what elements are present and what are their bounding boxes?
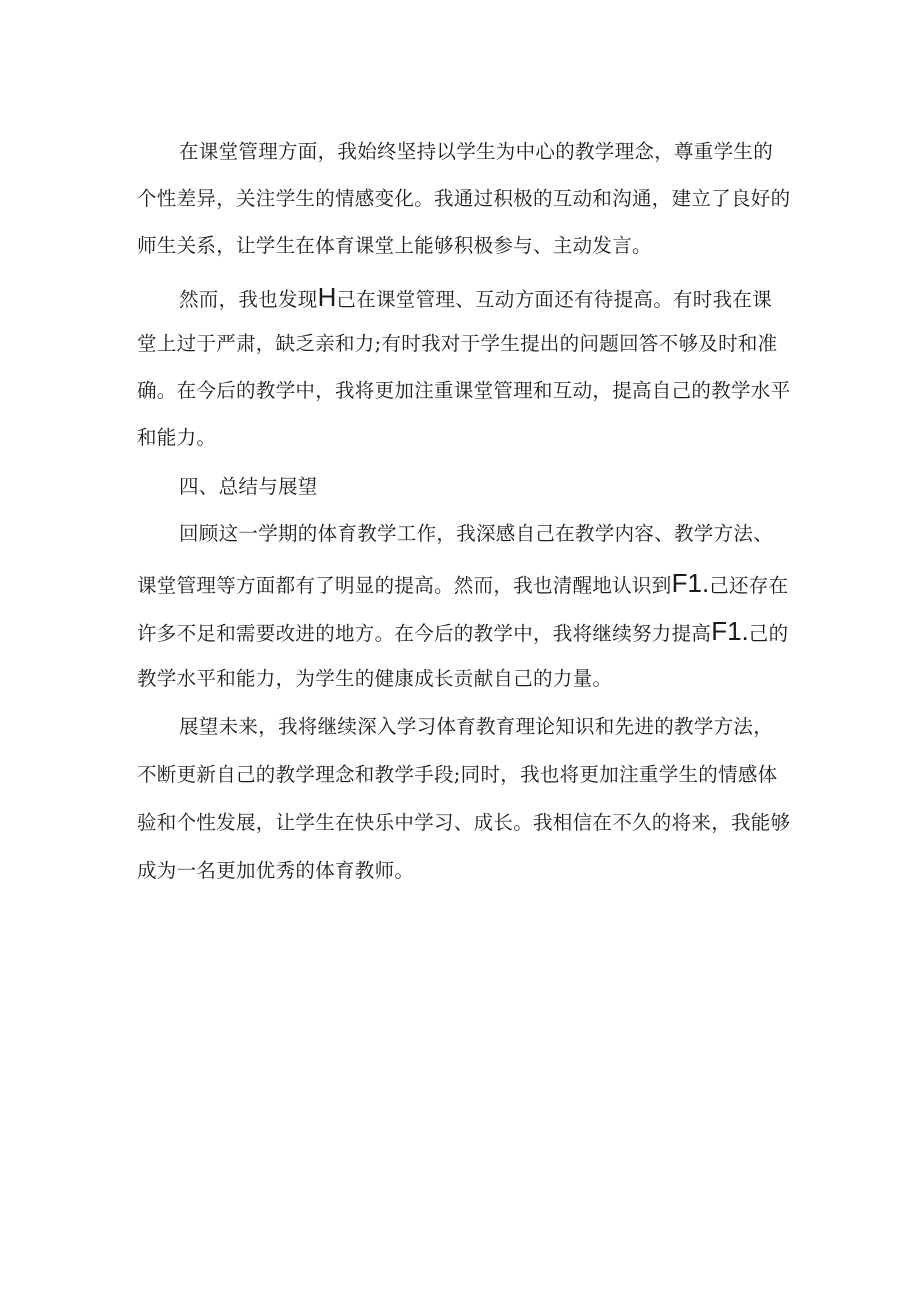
p2-line-2: 堂上过于严肃，缺乏亲和力;有时我对于学生提出的问题回答不够及时和准 [137,332,778,355]
ocr-artifact-f1: F1. [711,616,749,646]
p2-line-1-post: 己在课堂管理、互动方面还有待提高。有时我在课 [336,288,772,311]
p3-line-3 [137,618,788,647]
p3-line-3-pre: 许多不足和需要改进的地方。在今后的教学中，我将继续努力提高 [137,622,712,645]
ocr-artifact-h: H [317,282,337,312]
section-heading: 四、总结与展望 [179,475,318,498]
p3-line-2-pre: 课堂管理等方面都有了明显的提高。然而，我也清醒地认识到 [137,574,672,597]
ocr-artifact-f1: F1. [671,568,710,598]
p3-line-3-post: 己的 [748,622,789,645]
p2-line-1-pre: 然而，我也发现 [179,288,318,311]
p3-line-2 [137,570,788,599]
p3-line-1: 回顾这一学期的体育教学工作，我深感自己在教学内容、教学方法、 [179,522,774,545]
p2-line-1 [179,284,772,313]
p1-line-1: 在课堂管理方面，我始终坚持以学生为中心的教学理念，尊重学生的 [179,140,774,163]
p4-line-3: 验和个性发展，让学生在快乐中学习、成长。我相信在不久的将来，我能够 [137,811,791,834]
p3-line-2-post: 己还存在 [709,574,789,597]
p1-line-2: 个性差异，关注学生的情感变化。我通过积极的互动和沟通，建立了良好的 [137,187,791,210]
p4-line-1: 展望未来，我将继续深入学习体育教育理论知识和先进的教学方法， [179,715,774,738]
p4-line-2: 不断更新自己的教学理念和教学手段;同时，我也将更加注重学生的情感体 [137,763,778,786]
p2-line-4: 和能力。 [137,426,217,449]
p2-line-3: 确。在今后的教学中，我将更加注重课堂管理和互动，提高自己的教学水平 [137,379,791,402]
p4-line-4: 成为一名更加优秀的体育教师。 [137,859,415,882]
p3-line-4: 教学水平和能力，为学生的健康成长贡献自己的力量。 [137,667,613,690]
p1-line-3: 师生关系，让学生在体育课堂上能够积极参与、主动发言。 [137,234,652,257]
